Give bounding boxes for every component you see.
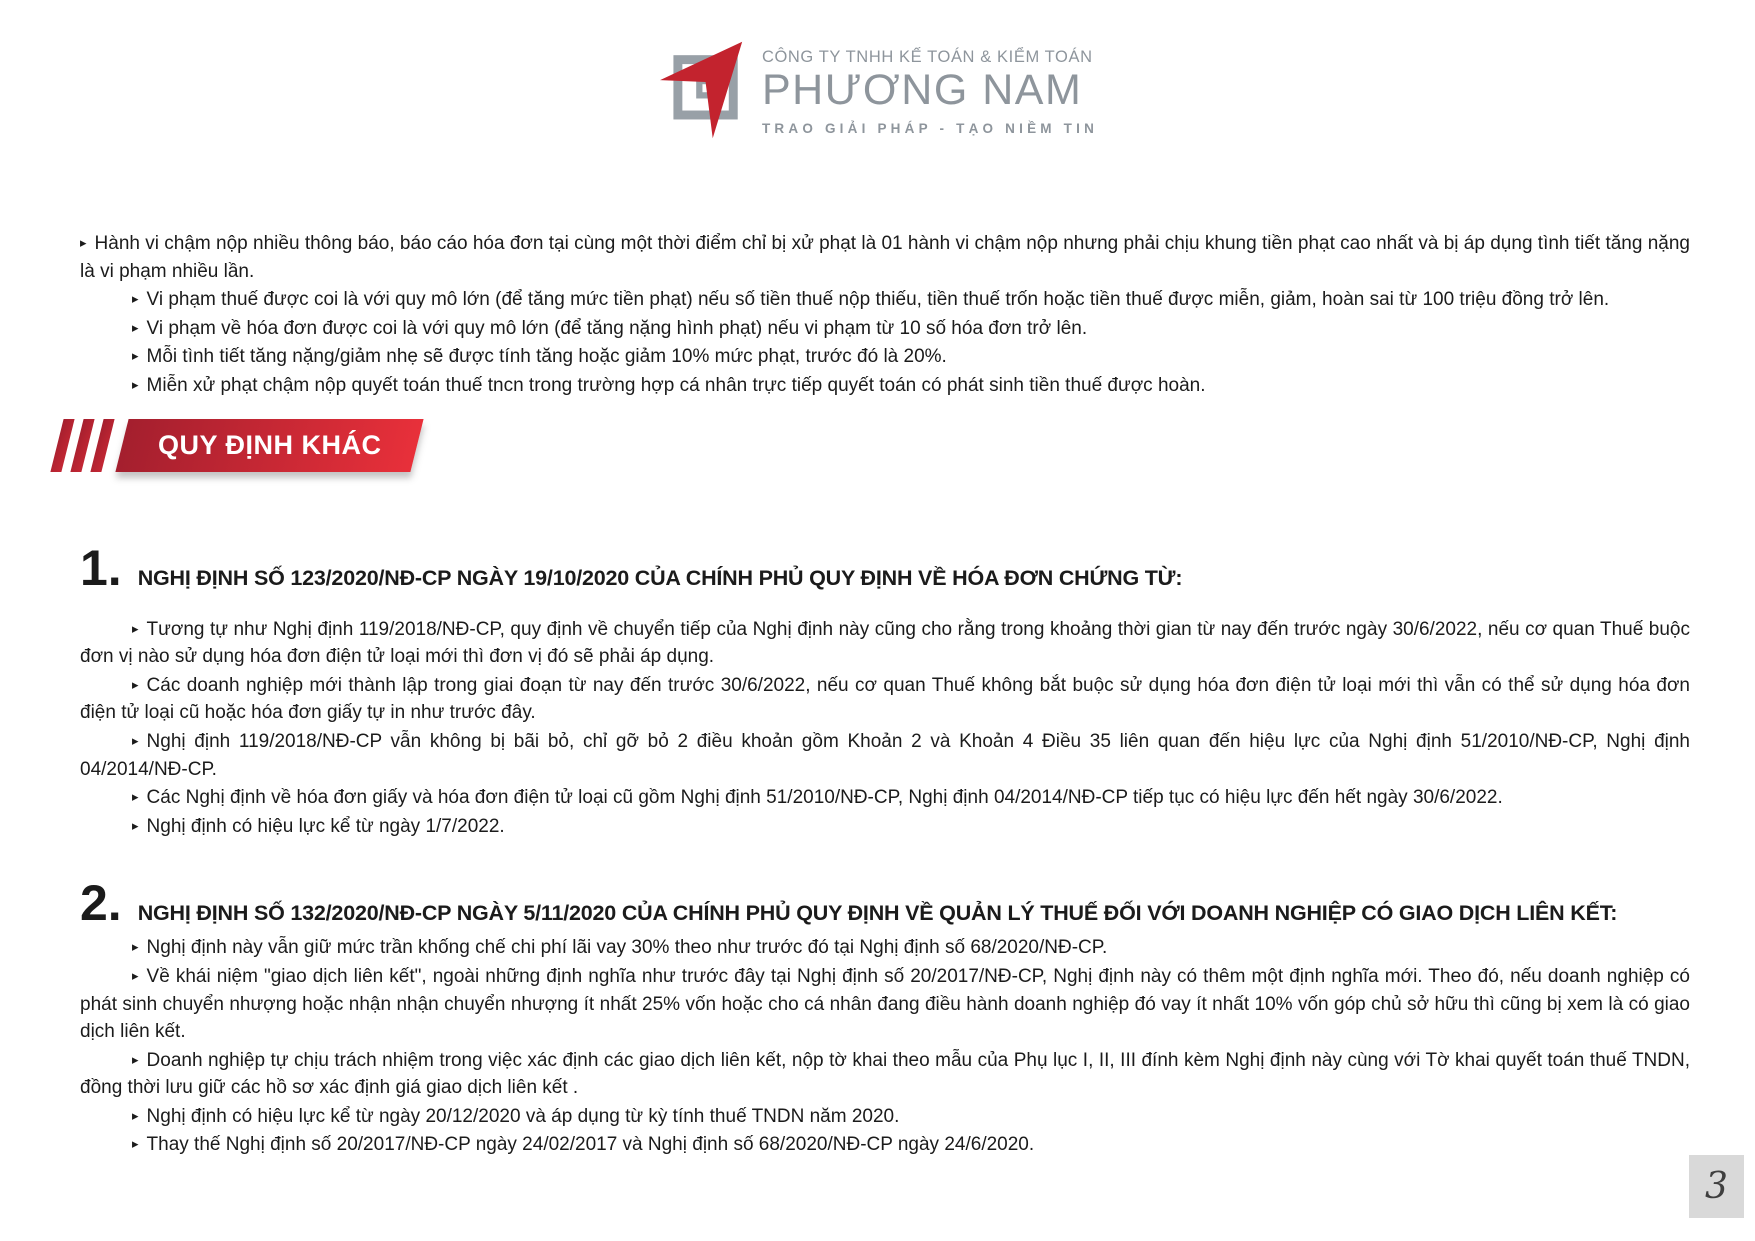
bullet-text: Miễn xử phạt chậm nộp quyết toán thuế tncn trong trường hợp cá nhân trực tiếp quyết toán có phát sinh tiền thuế được hoàn. xyxy=(146,374,1206,396)
logo-text-block xyxy=(762,40,1098,136)
bullet-item xyxy=(80,783,1690,812)
section-banner xyxy=(57,419,1690,472)
document-body xyxy=(0,229,1755,1159)
bullet-text: Nghị định có hiệu lực kể từ ngày 20/12/2020 và áp dụng từ kỳ tính thuế TNDN năm 2020. xyxy=(146,1105,900,1127)
bullet-icon: ▸ xyxy=(132,291,139,307)
section-title: NGHỊ ĐỊNH SỐ 132/2020/NĐ-CP NGÀY 5/11/2020 CỦA CHÍNH PHỦ QUY ĐỊNH VỀ QUẢN LÝ THUẾ ĐỐI VỚI DOANH NGHIỆP CÓ GIAO DỊCH LIÊN KẾT: xyxy=(137,901,1618,926)
bullet-text: Các Nghị định về hóa đơn giấy và hóa đơn điện tử loại cũ gồm Nghị định 51/2010/NĐ-CP, Nghị định 04/2014/NĐ-CP tiếp tục có hiệu lực đến hết ngày 30/6/2022. xyxy=(146,787,1503,809)
bullet-icon: ▸ xyxy=(132,348,139,364)
bullet-icon: ▸ xyxy=(132,789,139,805)
bullet-text: Hành vi chậm nộp nhiều thông báo, báo cáo hóa đơn tại cùng một thời điểm chỉ bị xử phạt là 01 hành vi chậm nộp nhưng phải chịu khung tiền phạt cao nhất và bị áp dụng tình tiết tăng nặng là vi phạm nhiều lần. xyxy=(80,233,1690,282)
bullet-icon: ▸ xyxy=(80,235,87,250)
bullet-icon: ▸ xyxy=(132,376,139,392)
bullet-text: Nghị định có hiệu lực kể từ ngày 1/7/2022. xyxy=(146,815,505,837)
logo-slogan: TRAO GIẢI PHÁP - TẠO NIỀM TIN xyxy=(761,120,1099,136)
bullet-icon: ▸ xyxy=(132,732,139,748)
bullet-icon: ▸ xyxy=(132,1107,139,1123)
bullet-item xyxy=(80,285,1690,314)
bullet-icon: ▸ xyxy=(132,676,139,692)
banner-stripe-icon xyxy=(70,419,94,472)
bullet-icon: ▸ xyxy=(132,967,139,983)
bullet-text: Vi phạm thuế được coi là với quy mô lớn (để tăng mức tiền phạt) nếu số tiền thuế nộp thiếu, tiền thuế trốn hoặc tiền thuế được miễn, giảm, hoàn sai từ 100 triệu đồng trở lên. xyxy=(146,289,1610,311)
bullet-item xyxy=(80,933,1690,962)
section-bullets xyxy=(80,933,1690,1159)
bullet-item xyxy=(80,1102,1690,1131)
bullet-text: Vi phạm về hóa đơn được coi là với quy mô lớn (để tăng nặng hình phạt) nếu vi phạm từ 10 số hóa đơn trở lên. xyxy=(146,317,1088,339)
page-number: 3 xyxy=(1689,1155,1744,1218)
bullet-text: Nghị định 119/2018/NĐ-CP vẫn không bị bãi bỏ, chỉ gỡ bỏ 2 điều khoản gồm Khoản 2 và Khoản 4 Điều 35 liên quan đến hiệu lực của Nghị định 51/2010/NĐ-CP, Nghị định 04/2014/NĐ-CP. xyxy=(80,730,1690,780)
bullet-icon: ▸ xyxy=(132,1136,139,1152)
logo-arrow-square-icon xyxy=(657,40,747,145)
bullet-icon: ▸ xyxy=(132,817,139,833)
bullet-item xyxy=(80,812,1690,841)
bullet-item xyxy=(80,1130,1690,1159)
bullet-item xyxy=(80,371,1690,400)
section-bullets xyxy=(80,615,1690,841)
bullet-icon: ▸ xyxy=(132,1051,139,1067)
section-1 xyxy=(80,539,1690,841)
intro-bullets xyxy=(80,229,1690,400)
bullet-text: Về khái niệm "giao dịch liên kết", ngoài những định nghĩa như trước đây tại Nghị định số 20/2017/NĐ-CP, Nghị định này có thêm một định nghĩa mới. Theo đó, nếu doanh nghiệp có phát sinh chuyển nhượng hoặc nhận nhận chuyển nhượng ít nhất 25% vốn hoặc cho cá nhân đang điều hành doanh nghiệp đó vay ít nhất 10% vốn góp chủ sở hữu thì cũng bị xem là có giao dịch liên kết. xyxy=(80,965,1690,1043)
section-heading xyxy=(80,875,1690,932)
bullet-item xyxy=(80,615,1690,671)
bullet-text: Thay thế Nghị định số 20/2017/NĐ-CP ngày 24/02/2017 và Nghị định số 68/2020/NĐ-CP ngày 24/6/2020. xyxy=(146,1134,1035,1156)
logo-company-type: CÔNG TY TNHH KẾ TOÁN & KIỂM TOÁN xyxy=(761,48,1093,66)
bullet-item xyxy=(80,671,1690,727)
bullet-item xyxy=(80,727,1690,783)
bullet-text: Tương tự như Nghị định 119/2018/NĐ-CP, quy định về chuyển tiếp của Nghị định này cũng cho rằng trong khoảng thời gian từ nay đến trước ngày 30/6/2022, nếu cơ quan Thuế buộc đơn vị nào sử dụng hóa đơn điện tử loại mới thì đơn vị đó sẽ phải áp dụng. xyxy=(80,618,1690,668)
banner-title: QUY ĐỊNH KHÁC xyxy=(157,429,382,460)
section-2 xyxy=(80,875,1690,1159)
section-number: 2. xyxy=(80,875,122,932)
sections-container xyxy=(80,539,1690,1160)
bullet-text: Doanh nghiệp tự chịu trách nhiệm trong việc xác định các giao dịch liên kết, nộp tờ khai theo mẫu của Phụ lục I, II, III đính kèm Nghị định này cùng với Tờ khai quyết toán thuế TNDN, đồng thời lưu giữ các hồ sơ xác định giá giao dịch liên kết . xyxy=(80,1049,1690,1099)
bullet-text: Các doanh nghiệp mới thành lập trong giai đoạn từ nay đến trước 30/6/2022, nếu cơ quan Thuế không bắt buộc sử dụng hóa đơn điện tử loại mới thì vẫn có thể sử dụng hóa đơn điện tử loại cũ hoặc hóa đơn giấy tự in như trước đây. xyxy=(80,674,1690,724)
bullet-item xyxy=(80,1046,1690,1102)
company-logo xyxy=(0,0,1755,145)
bullet-item xyxy=(80,229,1690,285)
banner-stripe-icon xyxy=(90,419,114,472)
section-number: 1. xyxy=(80,539,122,596)
bullet-item xyxy=(80,962,1690,1046)
bullet-icon: ▸ xyxy=(132,620,139,636)
bullet-item xyxy=(80,314,1690,343)
bullet-text: Nghị định này vẫn giữ mức trần khống chế chi phí lãi vay 30% theo như trước đó tại Nghị định số 68/2020/NĐ-CP. xyxy=(146,937,1108,959)
bullet-icon: ▸ xyxy=(132,319,139,335)
banner-flag xyxy=(115,419,423,472)
bullet-item xyxy=(80,342,1690,371)
bullet-icon: ▸ xyxy=(132,939,139,955)
bullet-text: Mỗi tình tiết tăng nặng/giảm nhẹ sẽ được tính tăng hoặc giảm 10% mức phạt, trước đó là 20%. xyxy=(146,346,947,368)
logo-company-name: PHƯƠNG NAM xyxy=(761,66,1083,114)
section-title: NGHỊ ĐỊNH SỐ 123/2020/NĐ-CP NGÀY 19/10/2020 CỦA CHÍNH PHỦ QUY ĐỊNH VỀ HÓA ĐƠN CHỨNG TỪ: xyxy=(137,565,1183,590)
banner-stripe-icon xyxy=(50,419,74,472)
section-heading xyxy=(80,539,1690,596)
